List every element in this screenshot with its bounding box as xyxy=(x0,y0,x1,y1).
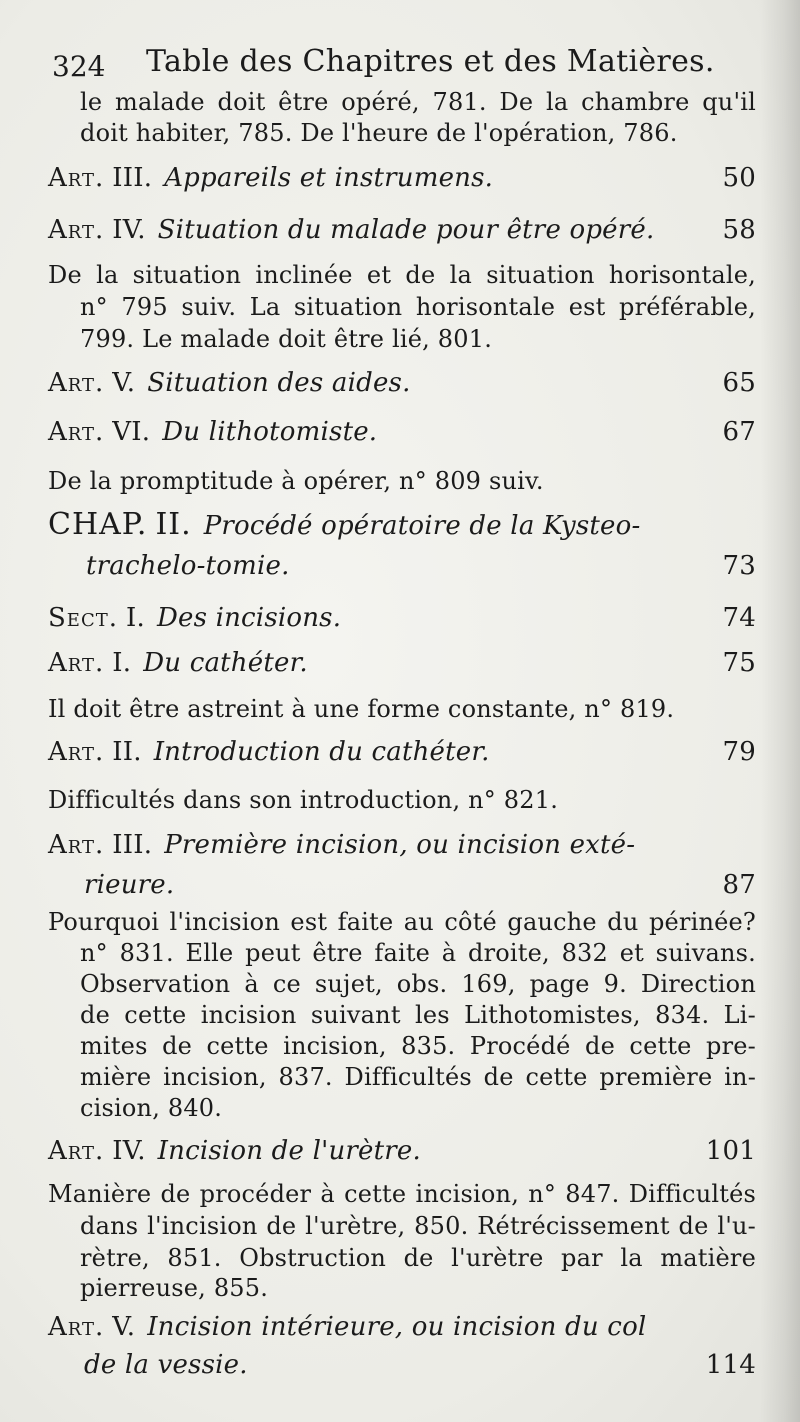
text-line: pierreuse, 855. xyxy=(80,1274,269,1302)
entry-page: 50 xyxy=(722,163,756,193)
text-line: n° 795 suiv. La situation horisontale est préférable, xyxy=(80,293,756,321)
text-line: rètre, 851. Obstruction de l'urètre par la matière xyxy=(80,1244,756,1272)
toc-entry-art3 xyxy=(48,163,756,193)
text-line: de cette incision suivant les Lithotomistes, 834. Li- xyxy=(80,1001,756,1029)
entry-title: de la vessie. xyxy=(84,1350,248,1380)
entry-title: Incision intérieure, ou incision du col xyxy=(147,1312,647,1342)
toc-entry-art5 xyxy=(48,368,756,398)
entry-title: rieure. xyxy=(84,870,175,900)
entry-title: Situation du malade pour être opéré. xyxy=(157,215,655,245)
entry-label: Art. xyxy=(48,830,105,860)
running-header xyxy=(50,44,760,88)
text-line: De la promptitude à opérer, n° 809 suiv. xyxy=(48,467,544,495)
entry-label: Art. xyxy=(48,1136,105,1166)
toc-entry-art6 xyxy=(48,417,756,447)
entry-roman: I. xyxy=(112,648,132,678)
entry-roman: IV. xyxy=(112,1136,146,1166)
text-line: Observation à ce sujet, obs. 169, page 9. Direction xyxy=(80,970,756,998)
entry-label: Art. xyxy=(48,1312,105,1342)
toc-entry-art5b-cont xyxy=(80,1350,756,1380)
entry-title: Situation des aides. xyxy=(147,368,411,398)
entry-label: CHAP. xyxy=(48,507,148,542)
entry-label: Art. xyxy=(48,163,105,193)
entry-page: 87 xyxy=(722,870,756,900)
toc-entry-chap2 xyxy=(48,507,756,542)
toc-entry-art2 xyxy=(48,737,756,767)
entry-label: Art. xyxy=(48,417,105,447)
entry-title: Incision de l'urètre. xyxy=(157,1136,421,1166)
toc-entry-chap2-cont xyxy=(80,551,756,581)
entry-title: Appareils et instrumens. xyxy=(164,163,494,193)
entry-roman: V. xyxy=(112,1312,136,1342)
entry-page: 65 xyxy=(722,368,756,398)
entry-label: Art. xyxy=(48,215,105,245)
entry-title: trachelo-tomie. xyxy=(86,551,290,581)
page-gutter-shadow xyxy=(760,0,800,1422)
entry-page: 58 xyxy=(722,215,756,245)
text-line: De la situation inclinée et de la situation horisontale, xyxy=(48,261,756,289)
entry-roman: III. xyxy=(112,830,153,860)
text-line: Manière de procéder à cette incision, n° 847. Difficultés xyxy=(48,1180,756,1208)
text-line: Difficultés dans son introduction, n° 821. xyxy=(48,786,559,814)
entry-roman: V. xyxy=(112,368,136,398)
text-line: mites de cette incision, 835. Procédé de cette pre- xyxy=(80,1032,756,1060)
text-line: doit habiter, 785. De l'heure de l'opération, 786. xyxy=(80,119,678,147)
entry-label: Art. xyxy=(48,648,105,678)
entry-page: 75 xyxy=(722,648,756,678)
text-line: 799. Le malade doit être lié, 801. xyxy=(80,325,493,353)
toc-entry-art1 xyxy=(48,648,756,678)
toc-entry-sect1 xyxy=(48,603,756,633)
entry-roman: III. xyxy=(112,163,153,193)
entry-title: Procédé opératoire de la Kysteo- xyxy=(203,511,641,541)
entry-roman: VI. xyxy=(112,417,151,447)
toc-entry-art3b xyxy=(48,830,756,860)
text-line: Il doit être astreint à une forme constante, n° 819. xyxy=(48,695,675,723)
entry-page: 74 xyxy=(722,603,756,633)
entry-label: Sect. xyxy=(48,603,118,633)
entry-roman: II. xyxy=(155,507,192,542)
entry-roman: II. xyxy=(112,737,142,767)
entry-page: 73 xyxy=(722,551,756,581)
entry-roman: IV. xyxy=(112,215,146,245)
toc-entry-art5b xyxy=(48,1312,756,1342)
entry-title: Du lithotomiste. xyxy=(162,417,378,447)
entry-roman: I. xyxy=(126,603,145,633)
toc-entry-art4b xyxy=(48,1136,756,1166)
text-line: cision, 840. xyxy=(80,1094,223,1122)
entry-title: Introduction du cathéter. xyxy=(153,737,490,767)
running-title: Table des Chapitres et des Matières. xyxy=(146,44,715,79)
text-line: le malade doit être opéré, 781. De la chambre qu'il xyxy=(80,88,756,116)
entry-title: Du cathéter. xyxy=(143,648,308,678)
entry-label: Art. xyxy=(48,737,105,767)
entry-label: Art. xyxy=(48,368,105,398)
text-line: Pourquoi l'incision est faite au côté gauche du périnée? xyxy=(48,908,756,936)
entry-page: 79 xyxy=(722,737,756,767)
toc-entry-art3b-cont xyxy=(80,870,756,900)
entry-page: 101 xyxy=(705,1136,756,1166)
entry-page: 114 xyxy=(705,1350,756,1380)
text-line: n° 831. Elle peut être faite à droite, 832 et suivans. xyxy=(80,939,756,967)
entry-title: Des incisions. xyxy=(156,603,342,633)
entry-title: Première incision, ou incision exté- xyxy=(164,830,636,860)
page-number: 324 xyxy=(52,50,106,83)
text-line: dans l'incision de l'urètre, 850. Rétrécissement de l'u- xyxy=(80,1212,756,1240)
toc-entry-art4 xyxy=(48,215,756,245)
text-line: mière incision, 837. Difficultés de cette première in- xyxy=(80,1063,756,1091)
entry-page: 67 xyxy=(722,417,756,447)
